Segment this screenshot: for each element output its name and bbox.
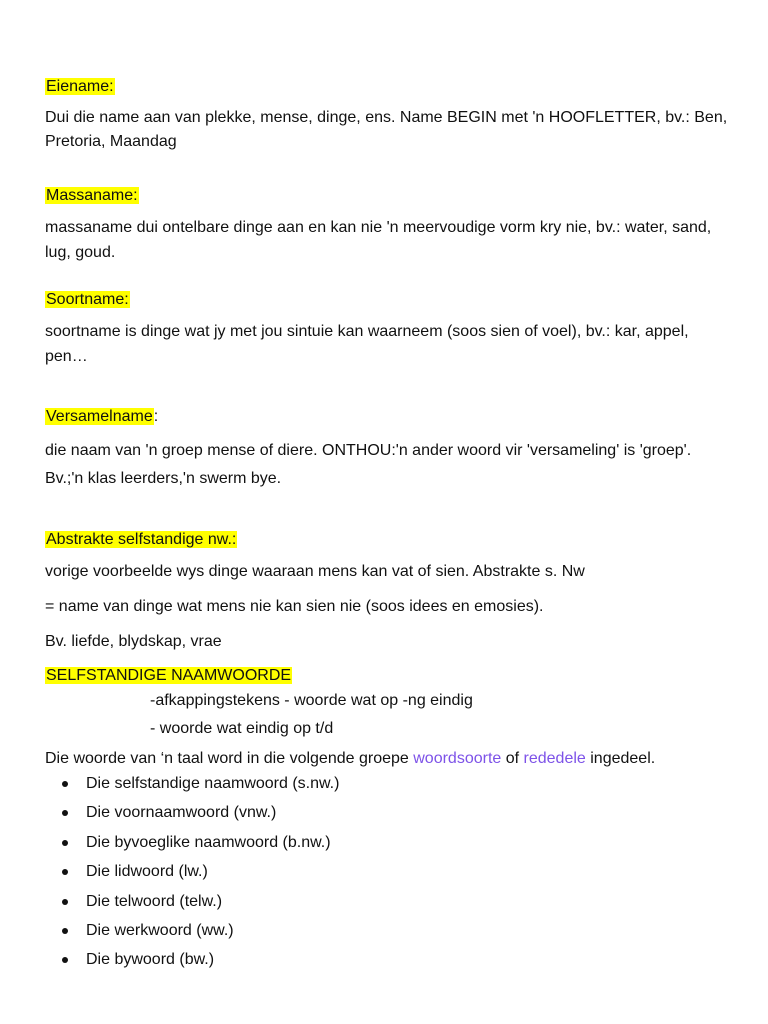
heading-abstrakte-text: Abstrakte selfstandige nw.: bbox=[46, 531, 237, 548]
note-afkappingstekens: -afkappingstekens - woorde wat op -ng eindig bbox=[150, 692, 473, 709]
link-woordsoorte[interactable]: woordsoorte bbox=[413, 750, 502, 767]
heading-eiename bbox=[45, 77, 115, 97]
bullet-icon bbox=[62, 781, 68, 787]
list-item: Die telwoord (telw.) bbox=[86, 893, 223, 910]
intro-text-mid: of bbox=[501, 750, 524, 767]
soortname-line-2: pen… bbox=[45, 348, 88, 365]
bullet-icon bbox=[62, 899, 68, 905]
list-item: Die voornaamwoord (vnw.) bbox=[86, 804, 277, 821]
eiename-line-1: Dui die name aan van plekke, mense, dinge, ens. Name BEGIN met 'n HOOFLETTER, bv.: Ben, bbox=[45, 109, 728, 126]
abstrakte-line-2: = name van dinge wat mens nie kan sien nie (soos idees en emosies). bbox=[45, 598, 544, 615]
bullet-icon bbox=[62, 928, 68, 934]
heading-eiename-text: Eiename: bbox=[46, 78, 114, 95]
heading-massaname-text: Massaname: bbox=[46, 187, 138, 204]
intro-text-before: Die woorde van ‘n taal word in die volgende groepe bbox=[45, 750, 414, 767]
bullet-icon bbox=[62, 810, 68, 816]
abstrakte-line-3: Bv. liefde, blydskap, vrae bbox=[45, 633, 222, 650]
intro-text-after: ingedeel. bbox=[585, 750, 656, 767]
heading-soortname-text: Soortname: bbox=[46, 291, 129, 308]
versamelname-line-1: die naam van 'n groep mense of diere. ONTHOU:'n ander woord vir 'versameling' is 'groep'. bbox=[45, 442, 692, 459]
abstrakte-line-1: vorige voorbeelde wys dinge waaraan mens kan vat of sien. Abstrakte s. Nw bbox=[45, 563, 585, 580]
list-item: Die byvoeglike naamwoord (b.nw.) bbox=[86, 834, 331, 851]
heading-soortname bbox=[45, 290, 130, 310]
soortname-line-1: soortname is dinge wat jy met jou sintuie kan waarneem (soos sien of voel), bv.: kar, appel, bbox=[45, 323, 689, 340]
versamelname-line-2: Bv.;'n klas leerders,'n swerm bye. bbox=[45, 470, 282, 487]
list-item: Die selfstandige naamwoord (s.nw.) bbox=[86, 775, 340, 792]
heading-abstrakte bbox=[45, 530, 237, 550]
heading-selfstandige-text: SELFSTANDIGE NAAMWOORDE bbox=[46, 667, 292, 684]
link-rededele[interactable]: rededele bbox=[523, 750, 586, 767]
woordsoorte-intro bbox=[45, 749, 655, 769]
bullet-icon bbox=[62, 840, 68, 846]
heading-versamelname bbox=[45, 407, 158, 427]
list-item: Die werkwoord (ww.) bbox=[86, 922, 234, 939]
eiename-line-2: Pretoria, Maandag bbox=[45, 133, 177, 150]
list-item: Die bywoord (bw.) bbox=[86, 951, 215, 968]
list-item: Die lidwoord (lw.) bbox=[86, 863, 208, 880]
heading-versamelname-text: Versamelname bbox=[46, 408, 153, 425]
bullet-icon bbox=[62, 957, 68, 963]
heading-versamelname-colon: : bbox=[153, 408, 159, 425]
massaname-line-2: lug, goud. bbox=[45, 244, 116, 261]
note-eindig-op-td: - woorde wat eindig op t/d bbox=[150, 720, 334, 737]
heading-massaname bbox=[45, 186, 139, 206]
bullet-icon bbox=[62, 869, 68, 875]
massaname-line-1: massaname dui ontelbare dinge aan en kan nie 'n meervoudige vorm kry nie, bv.: water, sand, bbox=[45, 219, 712, 236]
heading-selfstandige-naamwoorde bbox=[45, 666, 292, 686]
